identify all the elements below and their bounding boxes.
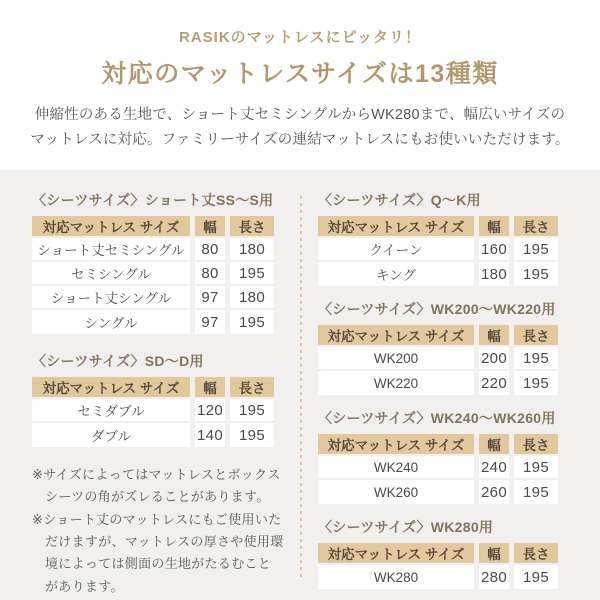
size-table-short-ss-s [32, 216, 274, 334]
table-row [32, 423, 274, 447]
size-tables-area [0, 170, 600, 600]
cell-size-name: セミダブル [32, 399, 195, 423]
cell-size-name: WK200 [318, 347, 479, 371]
cell-size-name: WK260 [318, 480, 479, 504]
table-header-row [318, 216, 558, 238]
cell-size-name: WK240 [318, 456, 479, 480]
hero-section [0, 0, 600, 170]
section-title: 〈シーツサイズ〉ショート丈SS〜S用 [32, 192, 274, 208]
cell-width: 80 [195, 262, 230, 286]
cell-width: 97 [195, 286, 230, 310]
cell-length: 195 [230, 310, 274, 334]
table-header-row [32, 216, 274, 238]
cell-width: 280 [479, 565, 514, 589]
cell-width: 140 [195, 423, 230, 447]
cell-length: 195 [514, 456, 558, 480]
col-header-width: 幅 [479, 434, 514, 456]
size-table-sd-d [32, 377, 274, 447]
cell-size-name: WK220 [318, 371, 479, 395]
table-header-row [318, 543, 558, 565]
cell-length: 195 [230, 399, 274, 423]
left-column [32, 190, 284, 600]
table-row [32, 286, 274, 310]
table-row [32, 238, 274, 262]
dotted-column-divider [300, 196, 302, 578]
cell-size-name: クイーン [318, 238, 479, 262]
right-column [318, 190, 558, 600]
table-row [318, 371, 558, 395]
tagline: RASIKのマットレスにピッタリ！ [178, 29, 422, 46]
col-header-length: 長さ [514, 543, 558, 565]
table-row [318, 238, 558, 262]
description [0, 103, 600, 153]
table-row [32, 262, 274, 286]
cell-size-name: キング [318, 262, 479, 286]
col-header-size: 対応マットレス サイズ [318, 434, 479, 456]
col-header-length: 長さ [514, 434, 558, 456]
size-table-wk200-wk220 [318, 325, 558, 395]
cell-length: 195 [514, 238, 558, 262]
table-row [318, 262, 558, 286]
cell-size-name: ダブル [32, 423, 195, 447]
table-row [318, 347, 558, 371]
footnote-short-length: ※ショート丈のマットレスにもご使用いただけますが、マットレスの厚さや使用環境によっては側面の生地がたるむことがあります。 [32, 511, 284, 594]
size-table-q-k [318, 216, 558, 286]
col-header-length: 長さ [514, 325, 558, 347]
cell-width: 97 [195, 310, 230, 334]
col-header-width: 幅 [479, 216, 514, 238]
section-title: 〈シーツサイズ〉WK240〜WK260用 [318, 410, 556, 426]
description-line-2: マットレスに対応。ファミリーサイズの連結マットレスにもお使いいただけます。 [30, 131, 570, 148]
col-header-length: 長さ [230, 216, 274, 238]
size-table-wk240-wk260 [318, 434, 558, 504]
section-title: 〈シーツサイズ〉Q〜K用 [318, 192, 481, 208]
cell-width: 220 [479, 371, 514, 395]
section-sd-d [32, 351, 274, 447]
section-q-k [318, 190, 558, 286]
section-short-ss-s [32, 190, 274, 334]
table-row [318, 456, 558, 480]
cell-width: 200 [479, 347, 514, 371]
table-header-row [318, 325, 558, 347]
description-line-1: 伸縮性のある生地で、ショート丈セミシングルからWK280まで、幅広いサイズの [34, 107, 566, 123]
col-header-width: 幅 [195, 377, 230, 399]
table-header-row [32, 377, 274, 399]
cell-length: 195 [514, 565, 558, 589]
cell-length: 180 [230, 238, 274, 262]
section-wk200-wk220 [318, 299, 558, 395]
cell-width: 160 [479, 238, 514, 262]
cell-size-name: シングル [32, 310, 195, 334]
cell-length: 195 [514, 347, 558, 371]
cell-width: 240 [479, 456, 514, 480]
section-title: 〈シーツサイズ〉SD〜D用 [32, 353, 204, 369]
section-wk240-wk260 [318, 408, 558, 504]
section-title: 〈シーツサイズ〉WK280用 [318, 519, 494, 535]
cell-size-name: WK280 [318, 565, 479, 589]
col-header-length: 長さ [514, 216, 558, 238]
cell-length: 195 [230, 423, 274, 447]
col-header-size: 対応マットレス サイズ [32, 216, 195, 238]
cell-width: 120 [195, 399, 230, 423]
col-header-width: 幅 [479, 543, 514, 565]
cell-width: 260 [479, 480, 514, 504]
col-header-size: 対応マットレス サイズ [32, 377, 195, 399]
table-row [32, 399, 274, 423]
col-header-size: 対応マットレス サイズ [318, 543, 479, 565]
cell-size-name: セミシングル [32, 262, 195, 286]
cell-length: 180 [230, 286, 274, 310]
size-table-wk280 [318, 543, 558, 589]
cell-size-name: ショート丈シングル [32, 286, 195, 310]
cell-length: 195 [230, 262, 274, 286]
col-header-length: 長さ [230, 377, 274, 399]
cell-width: 80 [195, 238, 230, 262]
cell-length: 195 [514, 480, 558, 504]
col-header-width: 幅 [195, 216, 230, 238]
footnote-corner-shift: ※サイズによってはマットレスとボックスシーツの角がズレることがあります。 [32, 467, 281, 505]
section-wk280 [318, 517, 558, 589]
cell-width: 180 [479, 262, 514, 286]
table-row [318, 565, 558, 589]
table-row [318, 480, 558, 504]
col-header-size: 対応マットレス サイズ [318, 325, 479, 347]
cell-size-name: ショート丈セミシングル [32, 238, 195, 262]
page-title: 対応のマットレスサイズは13種類 [101, 60, 499, 88]
col-header-width: 幅 [479, 325, 514, 347]
cell-length: 195 [514, 371, 558, 395]
footnotes [32, 464, 284, 598]
table-header-row [318, 434, 558, 456]
cell-length: 195 [514, 262, 558, 286]
col-header-size: 対応マットレス サイズ [318, 216, 479, 238]
table-row [32, 310, 274, 334]
section-title: 〈シーツサイズ〉WK200〜WK220用 [318, 301, 556, 317]
